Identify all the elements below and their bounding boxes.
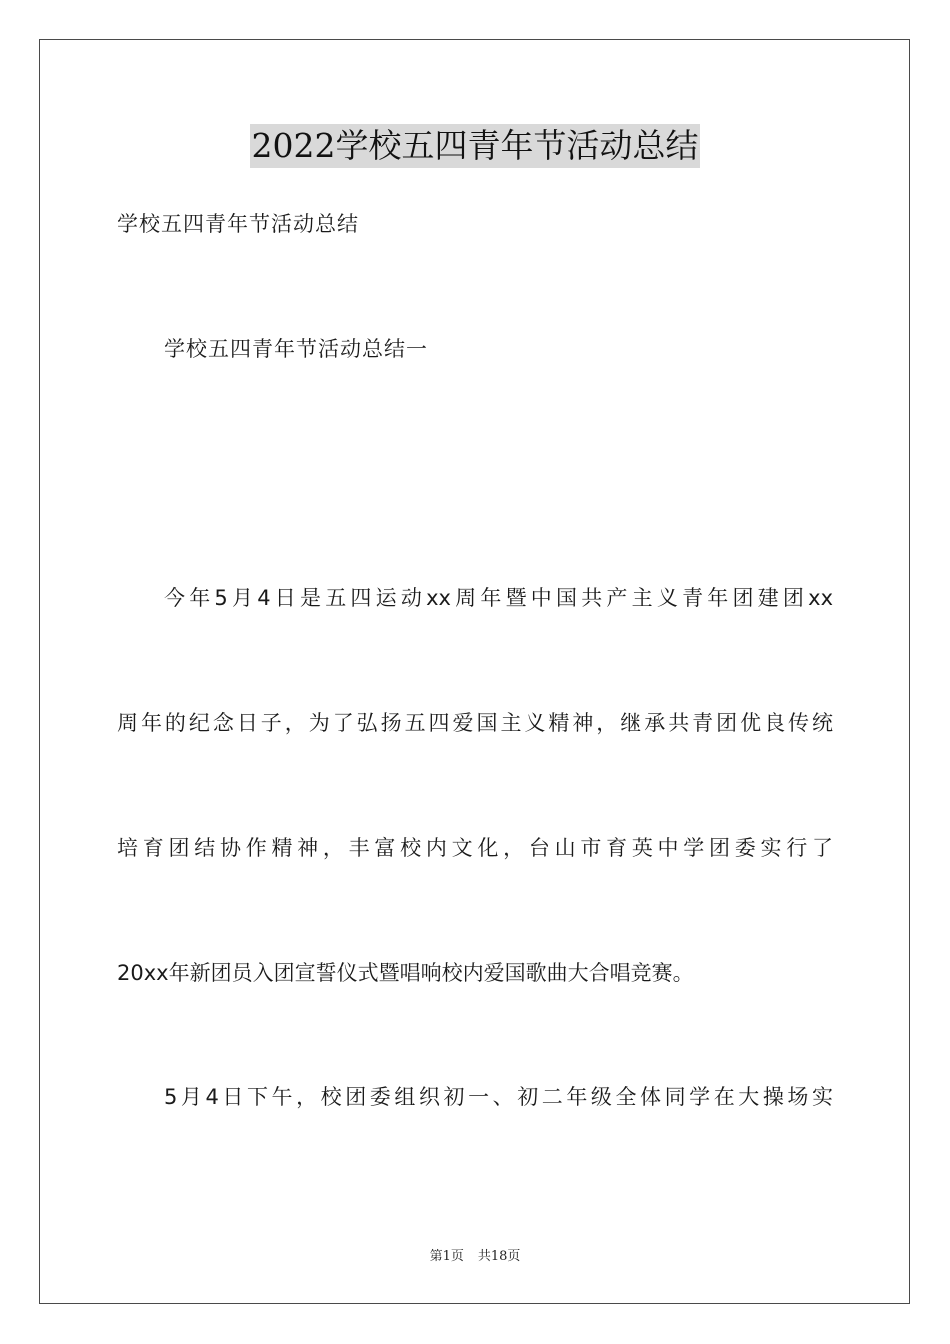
paragraph-line: 培育团结协作精神，丰富校内文化，台山市育英中学团委实行了 [117,836,833,860]
section-heading: 学校五四青年节活动总结一 [164,337,428,361]
title-container [0,124,950,168]
paragraph-line: 周年的纪念日子，为了弘扬五四爱国主义精神，继承共青团优良传统 [117,711,833,735]
paragraph-line: 20xx年新团员入团宣誓仪式暨唱响校内爱国歌曲大合唱竞赛。 [117,961,694,985]
document-title: 2022学校五四青年节活动总结 [250,124,701,168]
page-total: 共18页 [477,1249,521,1264]
document-subtitle: 学校五四青年节活动总结 [117,212,359,236]
paragraph-line: 今年5月4日是五四运动xx周年暨中国共产主义青年团建团xx [164,586,833,610]
paragraph-line: 5月4日下午，校团委组织初一、初二年级全体同学在大操场实 [164,1085,833,1109]
page-number: 第1页 [429,1249,464,1264]
page-footer [0,1248,950,1266]
